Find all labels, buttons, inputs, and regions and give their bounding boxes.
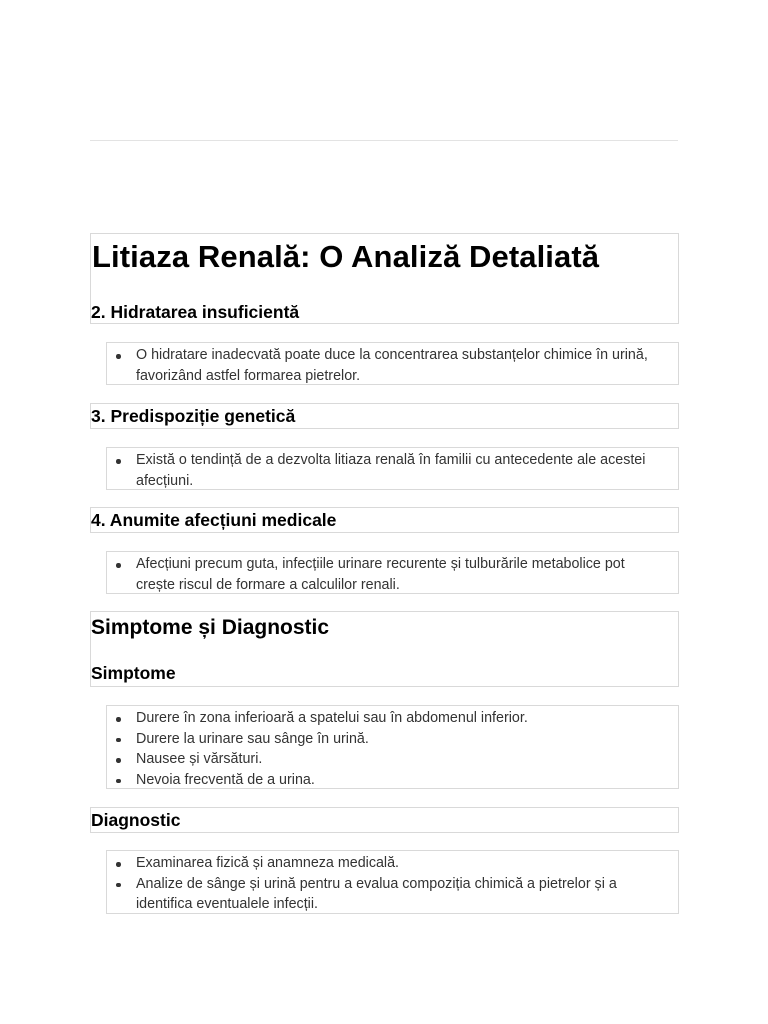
list-item: Examinarea fizică și anamneza medicală. xyxy=(107,853,678,874)
page-title: Litiaza Renală: O Analiză Detaliată xyxy=(92,239,600,274)
diagnostic-list-box xyxy=(106,850,679,914)
section-heading-medical: 4. Anumite afecțiuni medicale xyxy=(91,510,337,530)
list-item: O hidratare inadecvată poate duce la concentrarea substanțelor chimice în urină, favorizând astfel formarea pietrelor. xyxy=(107,345,678,386)
top-divider xyxy=(90,140,678,141)
symptoms-list-box xyxy=(106,705,679,789)
list-item: Analize de sânge și urină pentru a evalua compoziția chimică a pietrelor și a identifica eventualele infecții. xyxy=(107,874,678,915)
list-item: Nevoia frecventă de a urina. xyxy=(107,770,678,791)
list-item: Nausee și vărsături. xyxy=(107,749,678,770)
section-heading-genetic: 3. Predispoziție genetică xyxy=(91,406,296,426)
medical-list-box xyxy=(106,551,679,594)
symptoms-list xyxy=(107,708,678,790)
genetic-list xyxy=(107,450,678,491)
title-block xyxy=(90,233,679,324)
genetic-list-box xyxy=(106,447,679,490)
list-item: Afecțiuni precum guta, infecțiile urinare recurente și tulburările metabolice pot crește riscul de formare a calculilor renali. xyxy=(107,554,678,595)
symptoms-heading-box xyxy=(90,611,679,687)
genetic-heading-box xyxy=(90,403,679,429)
subheading-symptoms: Simptome xyxy=(91,663,176,683)
diagnostic-heading-box xyxy=(90,807,679,833)
list-item: Durere la urinare sau sânge în urină. xyxy=(107,729,678,750)
hydration-list-box xyxy=(106,342,679,385)
section-heading-hydration: 2. Hidratarea insuficientă xyxy=(91,302,300,322)
section-heading-symptoms-diagnostic: Simptome și Diagnostic xyxy=(91,616,330,639)
hydration-list xyxy=(107,345,678,386)
diagnostic-list xyxy=(107,853,678,915)
medical-heading-box xyxy=(90,507,679,533)
list-item: Durere în zona inferioară a spatelui sau în abdomenul inferior. xyxy=(107,708,678,729)
list-item: Există o tendință de a dezvolta litiaza renală în familii cu antecedente ale acestei afecțiuni. xyxy=(107,450,678,491)
medical-list xyxy=(107,554,678,595)
subheading-diagnostic: Diagnostic xyxy=(91,810,181,830)
